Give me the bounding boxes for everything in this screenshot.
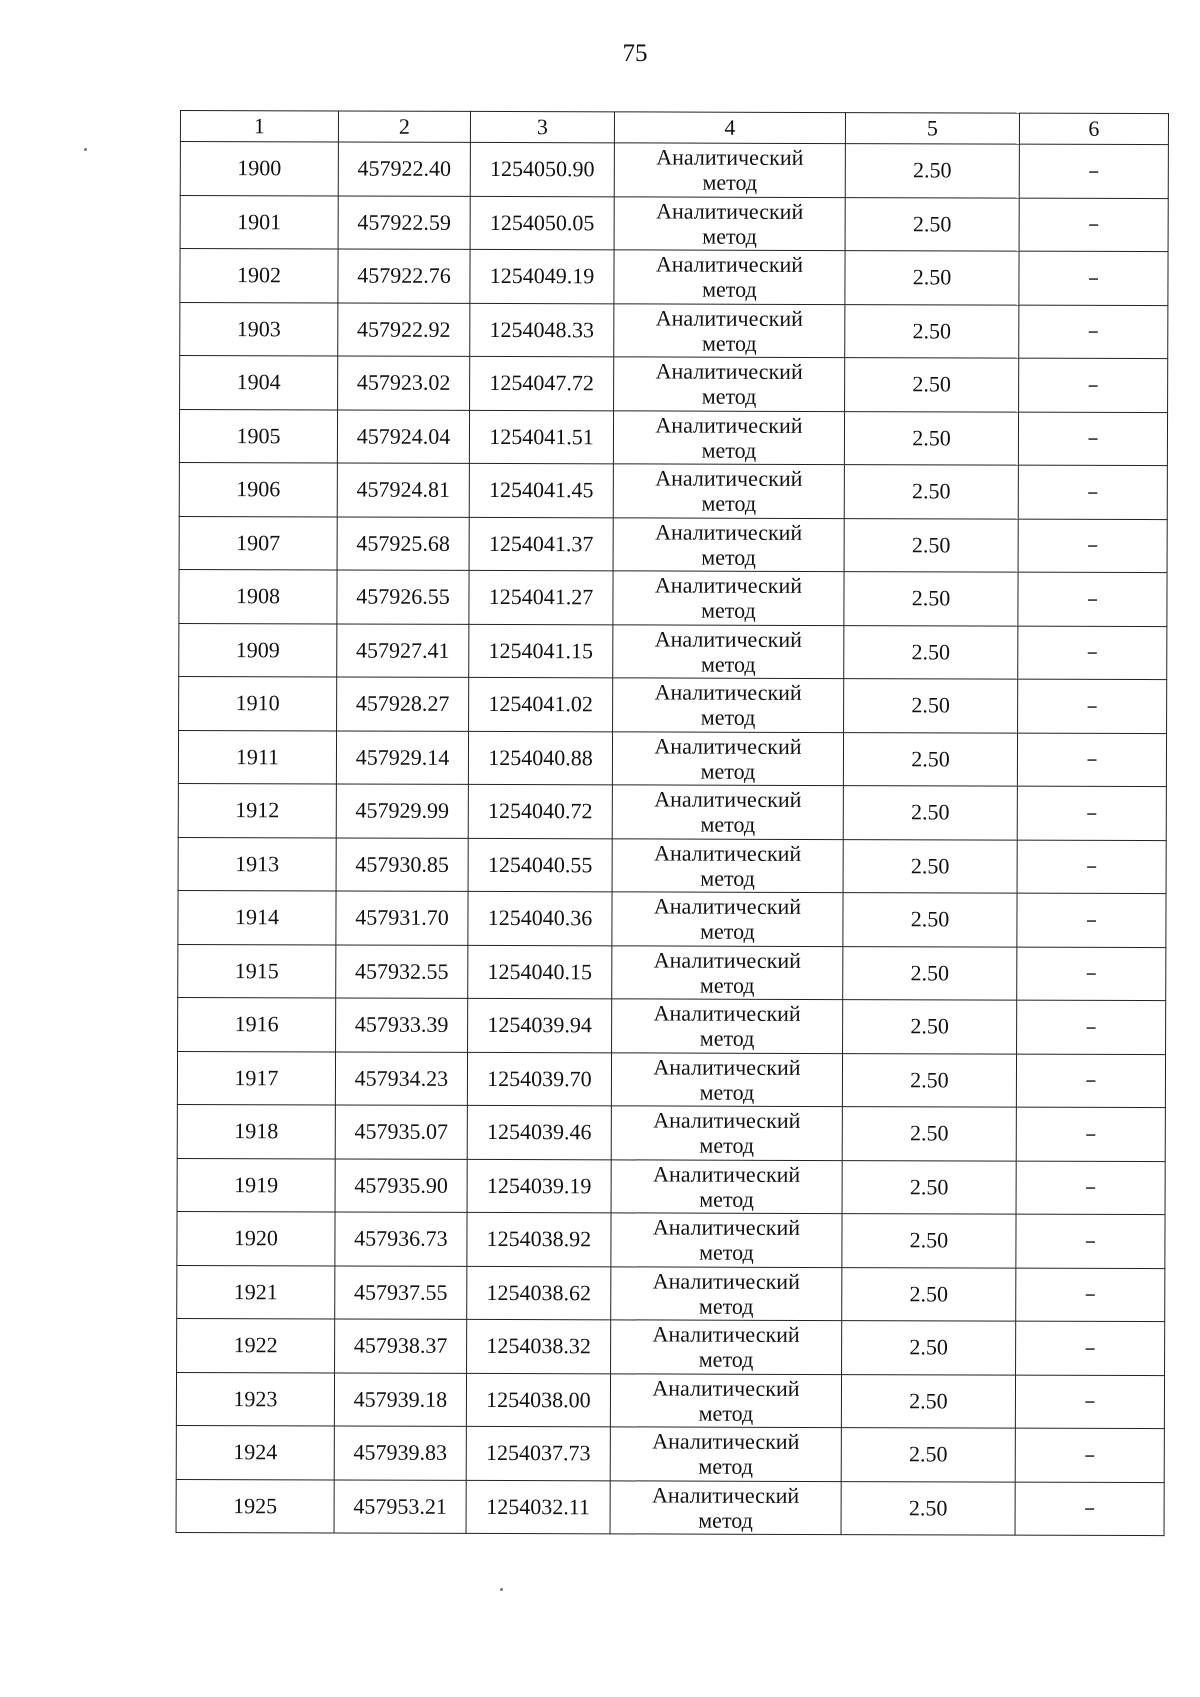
column-header-5: 5 bbox=[845, 113, 1019, 145]
note-cell: – bbox=[1016, 1321, 1165, 1375]
note-cell: – bbox=[1019, 305, 1168, 359]
note-cell: – bbox=[1018, 465, 1167, 519]
method-cell bbox=[613, 624, 844, 678]
y-coordinate-cell: 1254039.70 bbox=[467, 1052, 611, 1106]
method-line-1: Аналитический bbox=[654, 679, 802, 706]
y-coordinate-cell: 1254032.11 bbox=[466, 1480, 610, 1534]
y-coordinate-cell: 1254041.37 bbox=[469, 517, 613, 571]
method-line-1: Аналитический bbox=[652, 1321, 800, 1348]
point-number-cell: 1906 bbox=[179, 462, 337, 516]
accuracy-cell: 2.50 bbox=[844, 625, 1018, 679]
column-header-3: 3 bbox=[470, 111, 614, 142]
table-row bbox=[178, 944, 1166, 1001]
x-coordinate-cell: 457924.81 bbox=[337, 463, 469, 517]
y-coordinate-cell: 1254039.94 bbox=[468, 998, 612, 1052]
method-line-2: метод bbox=[698, 1453, 754, 1480]
y-coordinate-cell: 1254037.73 bbox=[466, 1426, 610, 1480]
method-line-1: Аналитический bbox=[655, 412, 803, 438]
method-line-1: Аналитический bbox=[654, 572, 803, 599]
x-coordinate-cell: 457936.73 bbox=[335, 1212, 467, 1266]
method-cell bbox=[611, 1106, 842, 1160]
method-cell bbox=[610, 1427, 841, 1481]
x-coordinate-cell: 457924.04 bbox=[337, 409, 469, 463]
accuracy-cell: 2.50 bbox=[843, 1000, 1017, 1054]
x-coordinate-cell: 457929.99 bbox=[336, 784, 468, 838]
coordinates-table bbox=[176, 110, 1169, 1536]
method-cell bbox=[610, 1373, 841, 1427]
x-coordinate-cell: 457953.21 bbox=[334, 1479, 466, 1533]
table-row bbox=[176, 1372, 1164, 1429]
note-cell: – bbox=[1015, 1375, 1164, 1429]
table-row bbox=[179, 676, 1167, 733]
scan-speck bbox=[84, 148, 87, 151]
accuracy-cell: 2.50 bbox=[842, 1053, 1016, 1107]
point-number-cell: 1904 bbox=[180, 356, 338, 410]
method-line-1: Аналитический bbox=[653, 1000, 801, 1027]
method-cell bbox=[613, 571, 844, 625]
x-coordinate-cell: 457933.39 bbox=[336, 998, 468, 1052]
table-row bbox=[177, 1158, 1165, 1215]
method-line-2: метод bbox=[702, 276, 757, 303]
table-row bbox=[177, 1051, 1165, 1108]
note-cell: – bbox=[1018, 679, 1167, 733]
x-coordinate-cell: 457930.85 bbox=[336, 837, 468, 891]
note-cell: – bbox=[1019, 198, 1168, 252]
method-line-1: Аналитический bbox=[653, 1054, 801, 1080]
note-cell: – bbox=[1016, 1268, 1165, 1322]
accuracy-cell: 2.50 bbox=[845, 358, 1019, 412]
accuracy-cell: 2.50 bbox=[842, 1267, 1016, 1321]
column-header-2: 2 bbox=[338, 111, 470, 142]
column-header-4: 4 bbox=[614, 112, 845, 144]
y-coordinate-cell: 1254040.55 bbox=[468, 838, 612, 892]
y-coordinate-cell: 1254041.45 bbox=[469, 463, 613, 517]
column-header-1: 1 bbox=[180, 111, 338, 142]
method-cell bbox=[612, 731, 843, 785]
x-coordinate-cell: 457938.37 bbox=[335, 1319, 467, 1373]
method-line-1: Аналитический bbox=[656, 144, 804, 171]
method-line-2: метод bbox=[698, 1400, 754, 1426]
point-number-cell: 1900 bbox=[180, 142, 338, 196]
note-cell: – bbox=[1019, 144, 1168, 198]
x-coordinate-cell: 457929.14 bbox=[336, 730, 468, 784]
x-coordinate-cell: 457922.76 bbox=[338, 249, 470, 303]
method-line-2: метод bbox=[700, 865, 755, 891]
y-coordinate-cell: 1254047.72 bbox=[470, 356, 614, 410]
table-row bbox=[177, 1211, 1165, 1268]
table-row bbox=[176, 1479, 1164, 1536]
y-coordinate-cell: 1254038.00 bbox=[466, 1373, 610, 1427]
method-line-2: метод bbox=[700, 704, 756, 731]
x-coordinate-cell: 457934.23 bbox=[335, 1051, 467, 1105]
method-line-1: Аналитический bbox=[655, 251, 804, 278]
table-row bbox=[180, 195, 1168, 252]
method-line-2: метод bbox=[701, 437, 757, 463]
method-line-1: Аналитический bbox=[652, 1268, 800, 1294]
method-cell bbox=[613, 410, 844, 464]
accuracy-cell: 2.50 bbox=[845, 251, 1019, 305]
method-line-2: метод bbox=[699, 1239, 754, 1266]
accuracy-cell: 2.50 bbox=[843, 732, 1017, 786]
table-row bbox=[178, 997, 1166, 1054]
accuracy-cell: 2.50 bbox=[844, 411, 1018, 465]
method-line-2: метод bbox=[700, 651, 756, 677]
x-coordinate-cell: 457932.55 bbox=[336, 944, 468, 998]
accuracy-cell: 2.50 bbox=[842, 1160, 1016, 1214]
note-cell: – bbox=[1017, 947, 1166, 1001]
point-number-cell: 1918 bbox=[177, 1104, 335, 1158]
method-line-2: метод bbox=[701, 330, 757, 356]
table-row bbox=[180, 356, 1168, 413]
table-row bbox=[180, 302, 1168, 359]
method-cell bbox=[612, 838, 843, 892]
note-cell: – bbox=[1019, 251, 1168, 305]
point-number-cell: 1909 bbox=[179, 623, 337, 677]
x-coordinate-cell: 457922.40 bbox=[338, 142, 470, 196]
x-coordinate-cell: 457939.18 bbox=[334, 1372, 466, 1426]
method-cell bbox=[611, 1159, 842, 1213]
method-cell bbox=[611, 1266, 842, 1320]
y-coordinate-cell: 1254048.33 bbox=[470, 303, 614, 357]
method-line-2: метод bbox=[701, 544, 756, 570]
header-row bbox=[180, 111, 1168, 145]
y-coordinate-cell: 1254049.19 bbox=[470, 249, 614, 303]
point-number-cell: 1905 bbox=[179, 409, 337, 463]
method-line-2: метод bbox=[698, 1507, 753, 1533]
accuracy-cell: 2.50 bbox=[843, 893, 1017, 947]
method-line-1: Аналитический bbox=[653, 893, 802, 920]
method-line-1: Аналитический bbox=[652, 1482, 800, 1508]
accuracy-cell: 2.50 bbox=[844, 518, 1018, 572]
table-row bbox=[180, 142, 1168, 199]
y-coordinate-cell: 1254041.27 bbox=[469, 570, 613, 624]
note-cell: – bbox=[1016, 1054, 1165, 1108]
x-coordinate-cell: 457935.90 bbox=[335, 1158, 467, 1212]
x-coordinate-cell: 457931.70 bbox=[336, 891, 468, 945]
y-coordinate-cell: 1254041.51 bbox=[469, 410, 613, 464]
point-number-cell: 1913 bbox=[178, 837, 336, 891]
method-cell bbox=[612, 945, 843, 999]
table-row bbox=[176, 1425, 1164, 1482]
column-header-6: 6 bbox=[1019, 113, 1168, 144]
method-line-1: Аналитический bbox=[652, 1214, 801, 1241]
method-cell bbox=[612, 892, 843, 946]
point-number-cell: 1912 bbox=[178, 783, 336, 837]
method-line-1: Аналитический bbox=[652, 1428, 800, 1455]
point-number-cell: 1914 bbox=[178, 890, 336, 944]
point-number-cell: 1908 bbox=[179, 569, 337, 623]
method-cell bbox=[610, 1480, 841, 1534]
note-cell: – bbox=[1016, 1214, 1165, 1268]
method-line-2: метод bbox=[702, 169, 758, 196]
accuracy-cell: 2.50 bbox=[845, 144, 1019, 198]
table-row bbox=[178, 783, 1166, 840]
accuracy-cell: 2.50 bbox=[843, 946, 1017, 1000]
method-cell bbox=[612, 785, 843, 839]
accuracy-cell: 2.50 bbox=[841, 1374, 1015, 1428]
method-line-2: метод bbox=[701, 597, 756, 624]
table-row bbox=[179, 409, 1167, 466]
accuracy-cell: 2.50 bbox=[844, 679, 1018, 733]
method-line-1: Аналитический bbox=[653, 1107, 801, 1134]
method-line-1: Аналитический bbox=[654, 786, 802, 813]
point-number-cell: 1925 bbox=[176, 1479, 334, 1533]
page-number: 75 bbox=[622, 40, 648, 67]
method-cell bbox=[613, 464, 844, 518]
table-row bbox=[178, 730, 1166, 787]
accuracy-cell: 2.50 bbox=[844, 465, 1018, 519]
x-coordinate-cell: 457922.59 bbox=[338, 195, 470, 249]
method-line-2: метод bbox=[699, 972, 755, 998]
note-cell: – bbox=[1017, 893, 1166, 947]
table-row bbox=[177, 1104, 1165, 1161]
y-coordinate-cell: 1254050.05 bbox=[470, 196, 614, 250]
note-cell: – bbox=[1015, 1482, 1164, 1536]
x-coordinate-cell: 457935.07 bbox=[335, 1105, 467, 1159]
x-coordinate-cell: 457923.02 bbox=[338, 356, 470, 410]
point-number-cell: 1915 bbox=[178, 944, 336, 998]
method-cell bbox=[611, 1320, 842, 1374]
y-coordinate-cell: 1254039.19 bbox=[467, 1159, 611, 1213]
method-cell bbox=[611, 1213, 842, 1267]
point-number-cell: 1903 bbox=[180, 302, 338, 356]
y-coordinate-cell: 1254039.46 bbox=[467, 1105, 611, 1159]
method-cell bbox=[614, 357, 845, 411]
method-cell bbox=[614, 143, 845, 197]
note-cell: – bbox=[1018, 626, 1167, 680]
note-cell: – bbox=[1017, 733, 1166, 787]
method-line-1: Аналитический bbox=[655, 358, 803, 385]
x-coordinate-cell: 457922.92 bbox=[338, 302, 470, 356]
y-coordinate-cell: 1254040.15 bbox=[468, 945, 612, 999]
point-number-cell: 1910 bbox=[179, 676, 337, 730]
method-line-2: метод bbox=[700, 918, 755, 945]
table-body bbox=[176, 142, 1168, 1536]
point-number-cell: 1911 bbox=[178, 730, 336, 784]
method-cell bbox=[614, 250, 845, 304]
y-coordinate-cell: 1254040.72 bbox=[468, 784, 612, 838]
method-line-2: метод bbox=[699, 1132, 755, 1159]
y-coordinate-cell: 1254050.90 bbox=[470, 142, 614, 196]
x-coordinate-cell: 457937.55 bbox=[335, 1265, 467, 1319]
point-number-cell: 1901 bbox=[180, 195, 338, 249]
method-line-2: метод bbox=[698, 1346, 754, 1373]
accuracy-cell: 2.50 bbox=[841, 1481, 1015, 1535]
accuracy-cell: 2.50 bbox=[844, 572, 1018, 626]
method-line-1: Аналитический bbox=[655, 465, 803, 492]
point-number-cell: 1917 bbox=[177, 1051, 335, 1105]
note-cell: – bbox=[1018, 412, 1167, 466]
x-coordinate-cell: 457939.83 bbox=[334, 1426, 466, 1480]
accuracy-cell: 2.50 bbox=[842, 1321, 1016, 1375]
point-number-cell: 1920 bbox=[177, 1211, 335, 1265]
method-cell bbox=[614, 303, 845, 357]
scan-speck bbox=[500, 1588, 503, 1591]
method-line-2: метод bbox=[700, 811, 756, 838]
table-row bbox=[179, 462, 1167, 519]
method-line-1: Аналитический bbox=[654, 733, 802, 759]
note-cell: – bbox=[1019, 358, 1168, 412]
point-number-cell: 1902 bbox=[180, 249, 338, 303]
method-cell bbox=[613, 678, 844, 732]
method-line-2: метод bbox=[698, 1293, 754, 1319]
method-line-2: метод bbox=[699, 1079, 755, 1105]
y-coordinate-cell: 1254040.88 bbox=[468, 731, 612, 785]
table-row bbox=[177, 1318, 1165, 1375]
accuracy-cell: 2.50 bbox=[843, 786, 1017, 840]
method-line-1: Аналитический bbox=[654, 626, 802, 652]
accuracy-cell: 2.50 bbox=[845, 197, 1019, 251]
method-line-1: Аналитический bbox=[654, 840, 802, 866]
table-row bbox=[178, 837, 1166, 894]
table-row bbox=[179, 569, 1167, 626]
note-cell: – bbox=[1017, 840, 1166, 894]
x-coordinate-cell: 457927.41 bbox=[337, 623, 469, 677]
table-row bbox=[178, 890, 1166, 947]
accuracy-cell: 2.50 bbox=[845, 304, 1019, 358]
method-cell bbox=[612, 999, 843, 1053]
method-cell bbox=[613, 517, 844, 571]
method-line-1: Аналитический bbox=[652, 1375, 800, 1401]
y-coordinate-cell: 1254040.36 bbox=[468, 891, 612, 945]
note-cell: – bbox=[1016, 1161, 1165, 1215]
table-row bbox=[179, 623, 1167, 680]
accuracy-cell: 2.50 bbox=[842, 1214, 1016, 1268]
point-number-cell: 1921 bbox=[177, 1265, 335, 1319]
note-cell: – bbox=[1015, 1428, 1164, 1482]
table-row bbox=[180, 249, 1168, 306]
method-cell bbox=[611, 1052, 842, 1106]
method-line-2: метод bbox=[700, 758, 756, 784]
method-line-2: метод bbox=[699, 1025, 755, 1052]
method-line-1: Аналитический bbox=[656, 198, 804, 224]
point-number-cell: 1919 bbox=[177, 1158, 335, 1212]
y-coordinate-cell: 1254038.92 bbox=[467, 1212, 611, 1266]
method-line-1: Аналитический bbox=[653, 1161, 801, 1187]
method-line-2: метод bbox=[701, 383, 757, 410]
note-cell: – bbox=[1017, 786, 1166, 840]
method-line-1: Аналитический bbox=[653, 947, 801, 973]
y-coordinate-cell: 1254038.62 bbox=[467, 1266, 611, 1320]
accuracy-cell: 2.50 bbox=[842, 1107, 1016, 1161]
note-cell: – bbox=[1018, 519, 1167, 573]
method-line-2: метод bbox=[699, 1186, 754, 1212]
x-coordinate-cell: 457925.68 bbox=[337, 516, 469, 570]
point-number-cell: 1922 bbox=[177, 1318, 335, 1372]
method-line-2: метод bbox=[702, 223, 757, 249]
point-number-cell: 1924 bbox=[176, 1425, 334, 1479]
method-line-1: Аналитический bbox=[655, 305, 803, 331]
x-coordinate-cell: 457928.27 bbox=[337, 677, 469, 731]
method-cell bbox=[614, 196, 845, 250]
method-line-1: Аналитический bbox=[655, 519, 803, 545]
point-number-cell: 1916 bbox=[178, 997, 336, 1051]
y-coordinate-cell: 1254038.32 bbox=[467, 1319, 611, 1373]
point-number-cell: 1907 bbox=[179, 516, 337, 570]
y-coordinate-cell: 1254041.02 bbox=[469, 677, 613, 731]
note-cell: – bbox=[1016, 1107, 1165, 1161]
accuracy-cell: 2.50 bbox=[841, 1428, 1015, 1482]
x-coordinate-cell: 457926.55 bbox=[337, 570, 469, 624]
point-number-cell: 1923 bbox=[176, 1372, 334, 1426]
y-coordinate-cell: 1254041.15 bbox=[469, 624, 613, 678]
accuracy-cell: 2.50 bbox=[843, 839, 1017, 893]
method-line-2: метод bbox=[701, 490, 757, 517]
table-row bbox=[179, 516, 1167, 573]
note-cell: – bbox=[1018, 572, 1167, 626]
note-cell: – bbox=[1017, 1000, 1166, 1054]
table-row bbox=[177, 1265, 1165, 1322]
